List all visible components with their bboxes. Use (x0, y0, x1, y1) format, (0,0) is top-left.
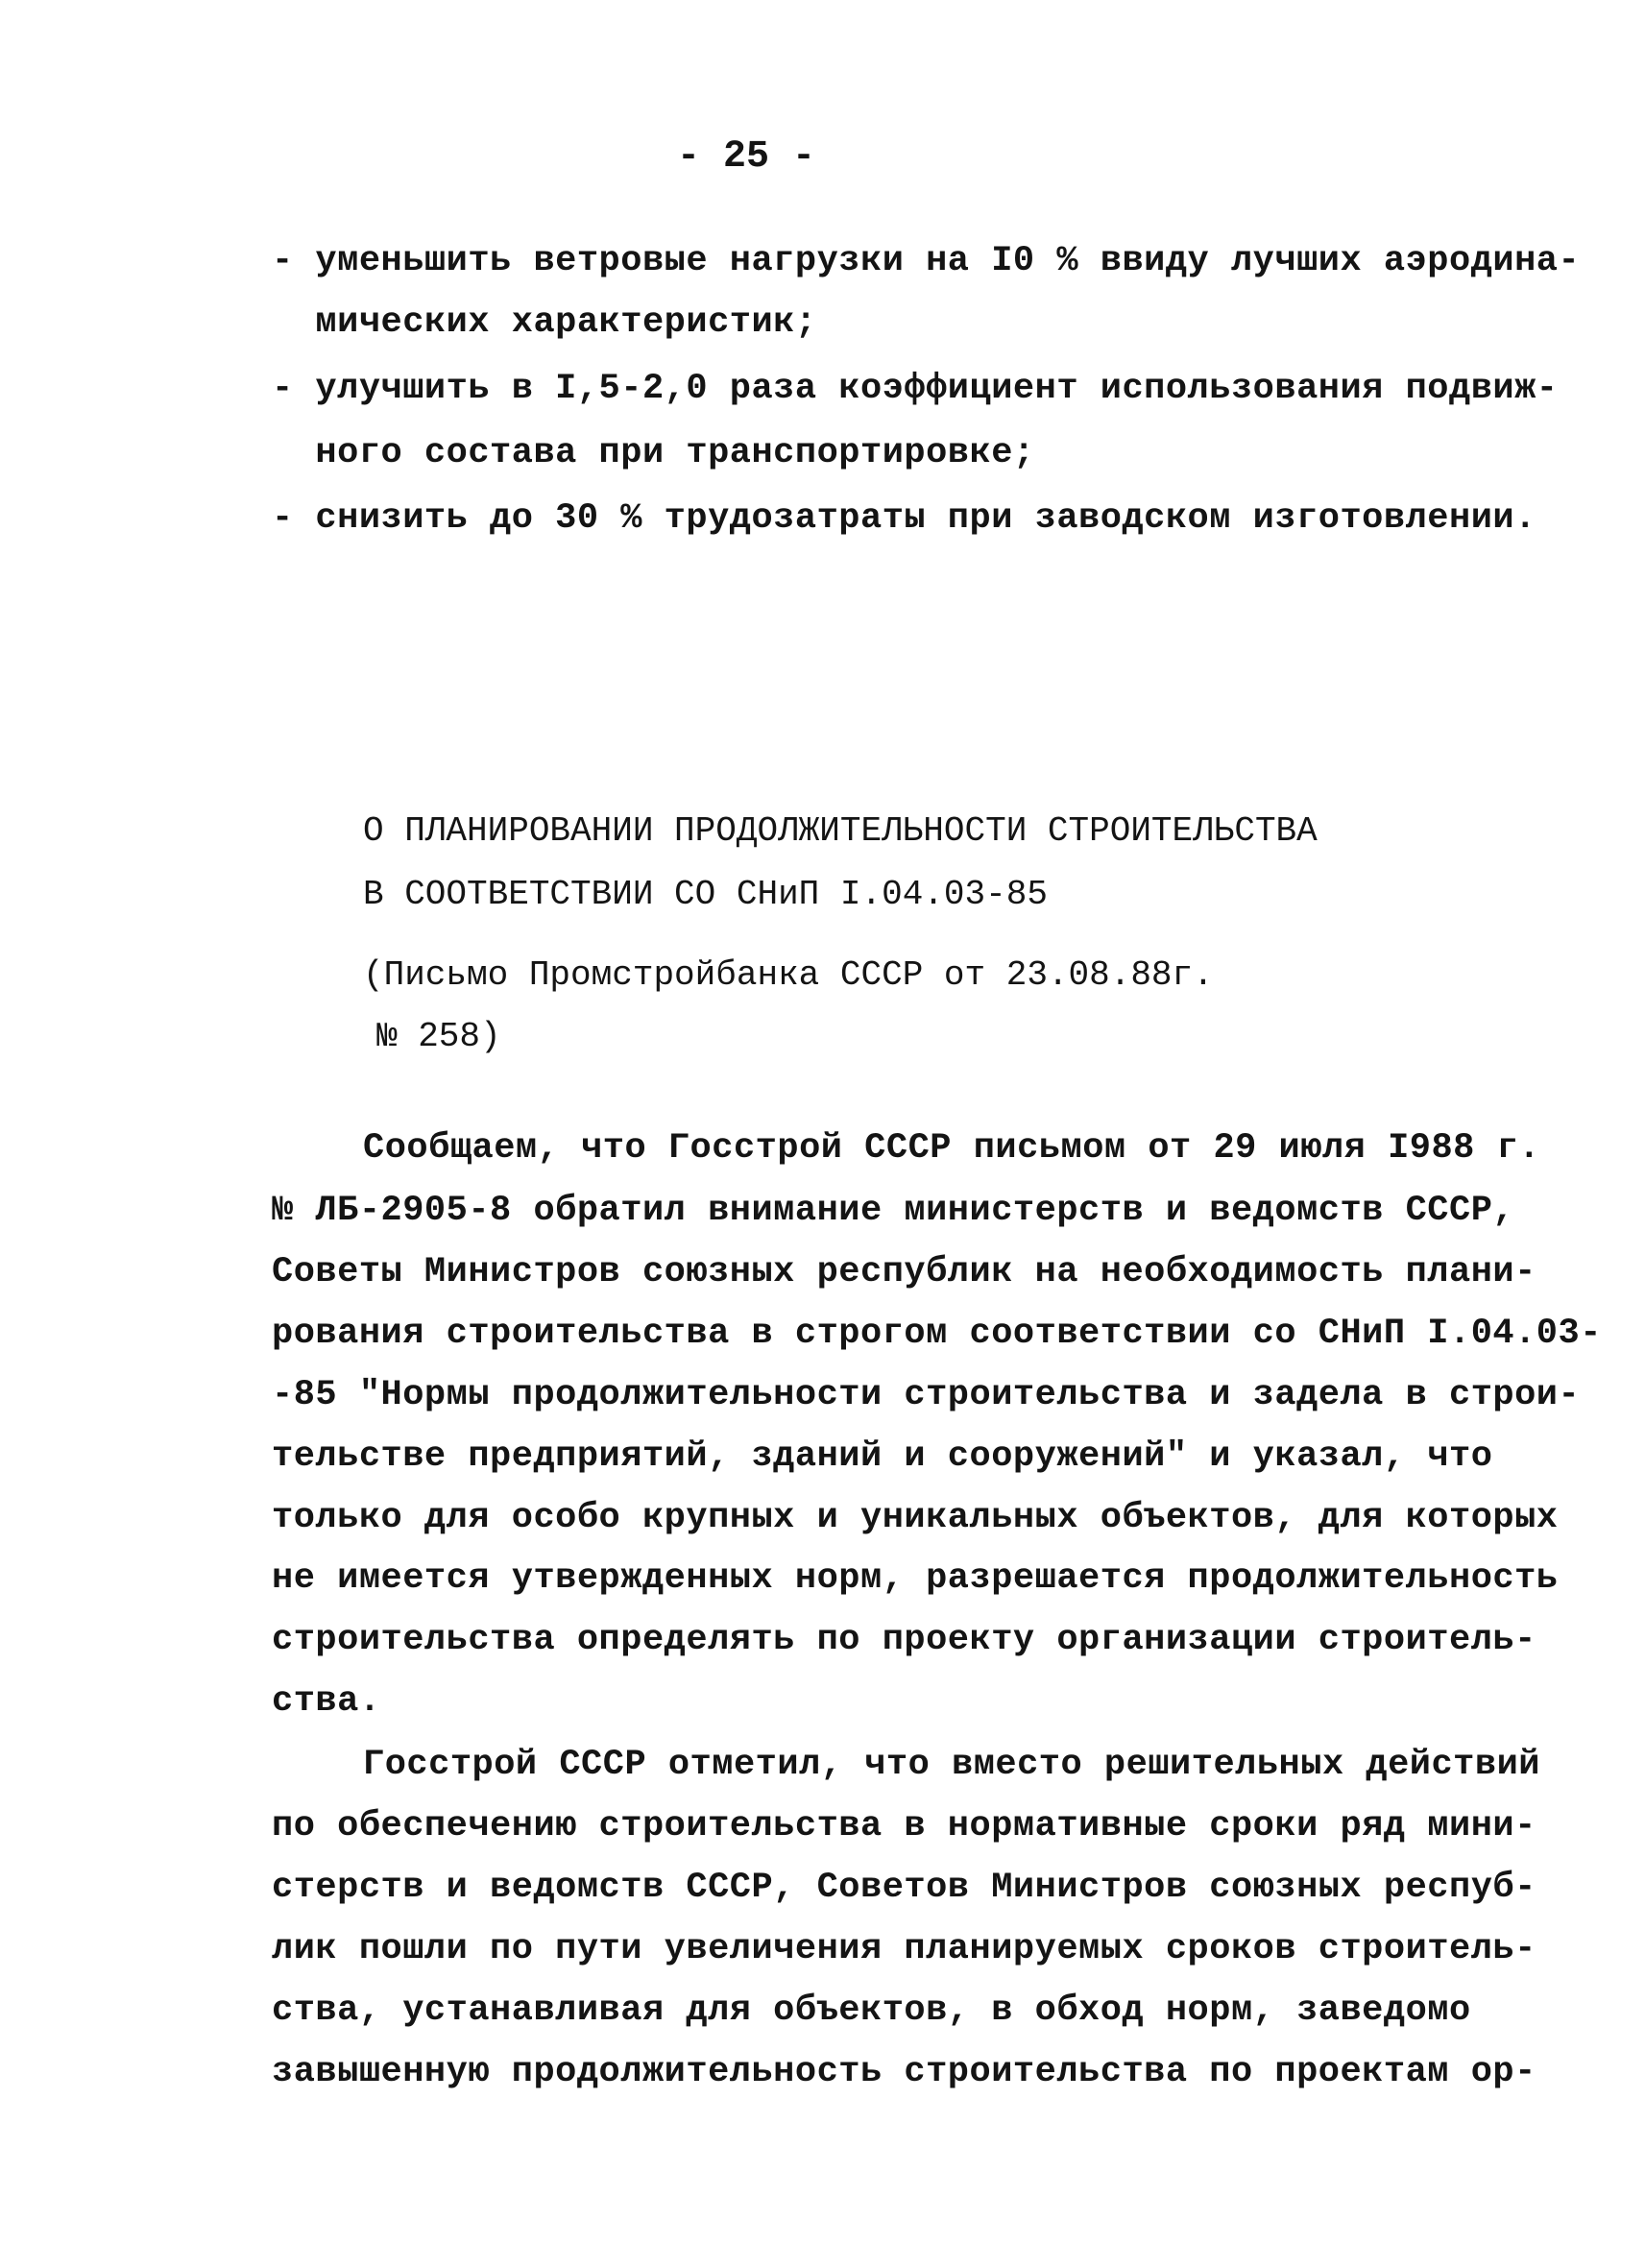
paragraph-1-line-6: тельстве предприятий, зданий и сооружений" и указал, что (272, 1436, 1493, 1477)
paragraph-2-line-4: лик пошли по пути увеличения планируемых сроков строитель- (272, 1929, 1536, 1969)
section-source-line-1: (Письмо Промстройбанка СССР от 23.08.88г. (363, 955, 1214, 995)
bullet-1-line-2: мических характеристик; (272, 302, 817, 343)
section-title-line-1: О ПЛАНИРОВАНИИ ПРОДОЛЖИТЕЛЬНОСТИ СТРОИТЕЛЬСТВА (363, 811, 1318, 851)
section-title-line-2: В СООТВЕТСТВИИ СО СНиП I.04.03-85 (363, 875, 1048, 914)
paragraph-1-line-8: не имеется утвержденных норм, разрешается продолжительность (272, 1558, 1559, 1599)
paragraph-1-line-9: строительства определять по проекту организации строитель- (272, 1620, 1536, 1660)
page-number: - 25 - (677, 135, 816, 179)
section-source-line-2: № 258) (376, 1017, 501, 1056)
paragraph-1-line-4: рования строительства в строгом соответствии со СНиП I.04.03- (272, 1314, 1602, 1354)
paragraph-1-line-3: Советы Министров союзных республик на необходимость плани- (272, 1252, 1536, 1292)
paragraph-1-line-10: ства. (272, 1681, 381, 1722)
paragraph-2-line-2: по обеспечению строительства в нормативные сроки ряд мини- (272, 1806, 1536, 1846)
bullet-2-line-2: ного состава при транспортировке; (272, 433, 1035, 473)
paragraph-1-line-1: Сообщаем, что Госстрой СССР письмом от 29 июля I988 г. (363, 1128, 1540, 1169)
paragraph-2-line-5: ства, устанавливая для объектов, в обход норм, заведомо (272, 1991, 1471, 2031)
bullet-2-line-1: - улучшить в I,5-2,0 раза коэффициент использования подвиж- (272, 369, 1559, 409)
paragraph-1-line-7: только для особо крупных и уникальных объектов, для которых (272, 1498, 1559, 1538)
paragraph-2-line-6: завышенную продолжительность строительства по проектам ор- (272, 2052, 1536, 2092)
bullet-3-line-1: - снизить до 30 % трудозатраты при заводском изготовлении. (272, 498, 1536, 539)
bullet-1-line-1: - уменьшить ветровые нагрузки на I0 % ввиду лучших аэродина- (272, 241, 1581, 281)
paragraph-2-line-3: стерств и ведомств СССР, Советов Министров союзных респуб- (272, 1868, 1536, 1908)
paragraph-2-line-1: Госстрой СССР отметил, что вместо решительных действий (363, 1745, 1540, 1785)
paragraph-1-line-5: -85 "Нормы продолжительности строительства и задела в строи- (272, 1375, 1581, 1415)
paragraph-1-line-2: № ЛБ-2905-8 обратил внимание министерств и ведомств СССР, (272, 1191, 1515, 1231)
